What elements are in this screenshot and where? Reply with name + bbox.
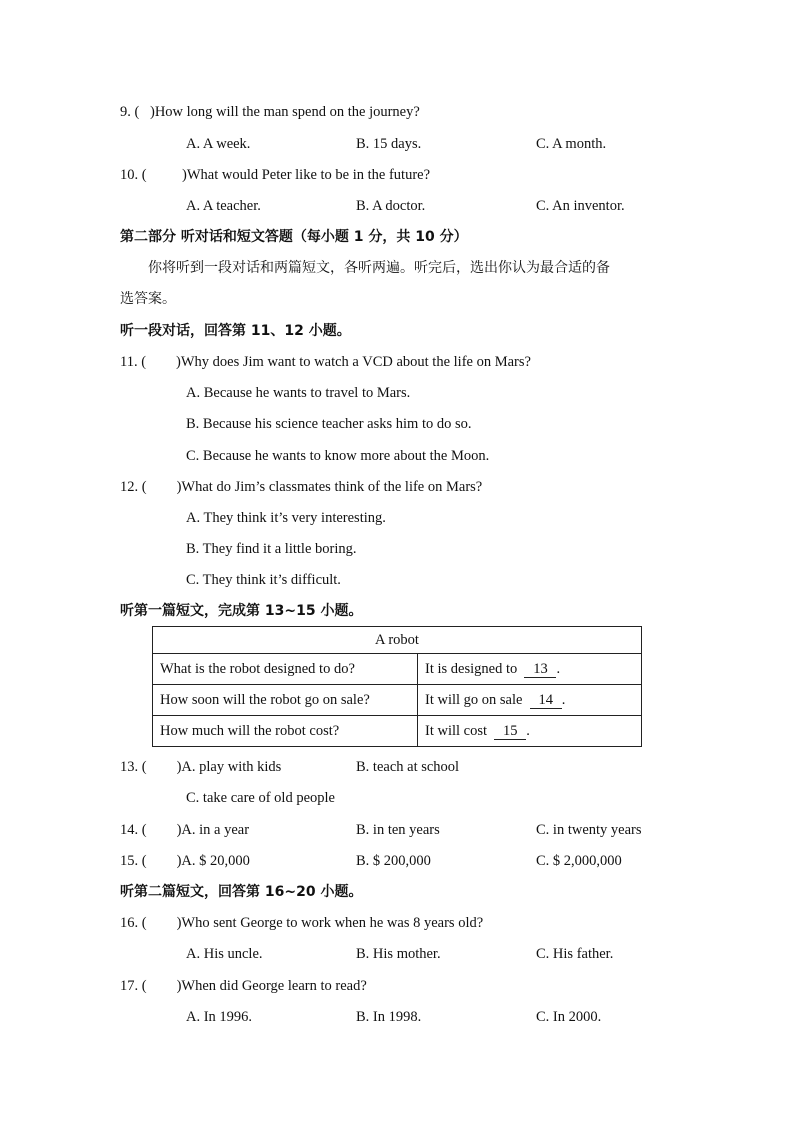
answer-blank: 13 — [524, 662, 556, 678]
robot-table — [152, 626, 642, 747]
q12-option-c: C. They think it’s difficult. — [186, 572, 341, 588]
part2-heading: 第二部分 听对话和短文答题（每小题 1 分，共 10 分） — [120, 229, 468, 245]
part2-instruction-line2: 选答案。 — [120, 291, 176, 307]
q15-option-c: C. $ 2,000,000 — [536, 853, 622, 869]
q12-option-a: A. They think it’s very interesting. — [186, 510, 386, 526]
q11-option-a: A. Because he wants to travel to Mars. — [186, 385, 411, 401]
passage1-heading: 听第一篇短文，完成第 13~15 小题。 — [120, 603, 363, 619]
q9-option-a: A. A week. — [186, 136, 251, 152]
table-row — [153, 685, 642, 716]
q10-option-a: A. A teacher. — [186, 198, 261, 214]
q15-option-b: B. $ 200,000 — [356, 853, 431, 869]
question-9: 9. ( )How long will the man spend on the journey? — [120, 104, 420, 120]
dialog-heading: 听一段对话，回答第 11、12 小题。 — [120, 323, 351, 339]
q16-option-c: C. His father. — [536, 946, 614, 962]
answer-blank: 14 — [530, 693, 562, 709]
q9-option-c: C. A month. — [536, 136, 607, 152]
table-question-cell: How much will the robot cost? — [153, 716, 418, 747]
q12-option-b: B. They find it a little boring. — [186, 541, 357, 557]
table-answer-cell: It will go on sale 14 . — [418, 685, 642, 716]
q14-option-c: C. in twenty years — [536, 822, 642, 838]
answer-blank: 15 — [494, 724, 526, 740]
table-row — [153, 716, 642, 747]
q13-option-c: C. take care of old people — [186, 790, 335, 806]
part2-instruction-line1: 你将听到一段对话和两篇短文，各听两遍。听完后，选出你认为最合适的备 — [148, 260, 610, 276]
table-answer-cell: It will cost 15 . — [418, 716, 642, 747]
question-11: 11. ( )Why does Jim want to watch a VCD about the life on Mars? — [120, 354, 531, 370]
q16-option-a: A. His uncle. — [186, 946, 263, 962]
q11-option-c: C. Because he wants to know more about the Moon. — [186, 448, 490, 464]
q13-option-b: B. teach at school — [356, 759, 460, 775]
q17-option-c: C. In 2000. — [536, 1009, 602, 1025]
table-title: A robot — [153, 627, 642, 654]
table-answer-cell: It is designed to 13 . — [418, 654, 642, 685]
question-13: 13. ( )A. play with kids — [120, 759, 282, 775]
question-15: 15. ( )A. $ 20,000 — [120, 853, 250, 869]
question-16: 16. ( )Who sent George to work when he was 8 years old? — [120, 915, 484, 931]
q17-option-a: A. In 1996. — [186, 1009, 253, 1025]
question-12: 12. ( )What do Jim’s classmates think of the life on Mars? — [120, 479, 483, 495]
question-17: 17. ( )When did George learn to read? — [120, 978, 367, 994]
q9-option-b: B. 15 days. — [356, 136, 422, 152]
passage2-heading: 听第二篇短文，回答第 16~20 小题。 — [120, 884, 363, 900]
q16-option-b: B. His mother. — [356, 946, 441, 962]
q10-option-c: C. An inventor. — [536, 198, 625, 214]
question-14: 14. ( )A. in a year — [120, 822, 250, 838]
table-question-cell: What is the robot designed to do? — [153, 654, 418, 685]
q10-option-b: B. A doctor. — [356, 198, 426, 214]
q17-option-b: B. In 1998. — [356, 1009, 422, 1025]
q14-option-b: B. in ten years — [356, 822, 440, 838]
table-row — [153, 654, 642, 685]
question-10: 10. ( )What would Peter like to be in the future? — [120, 167, 431, 183]
q11-option-b: B. Because his science teacher asks him to do so. — [186, 416, 472, 432]
table-question-cell: How soon will the robot go on sale? — [153, 685, 418, 716]
table-title-row — [153, 627, 642, 654]
